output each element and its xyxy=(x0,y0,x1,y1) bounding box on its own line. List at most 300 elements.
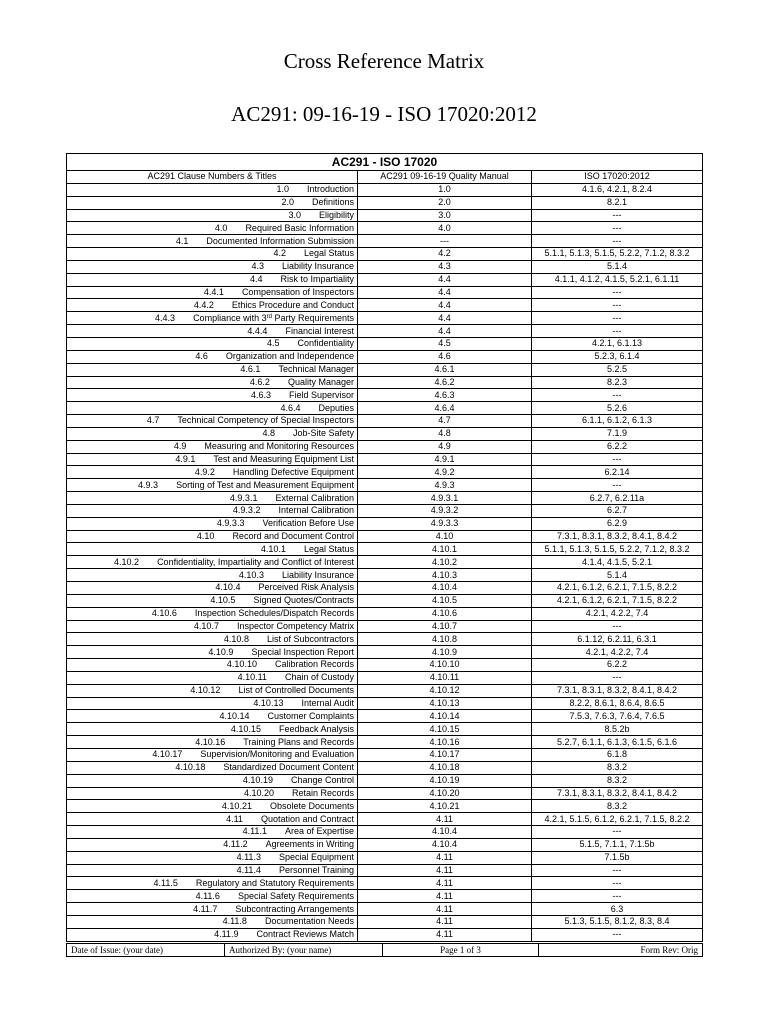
quality-manual-cell: 4.10 xyxy=(358,530,532,543)
iso-cell: 5.1.4 xyxy=(532,260,703,273)
quality-manual-cell: 4.7 xyxy=(358,415,532,428)
iso-cell: 6.2.2 xyxy=(532,659,703,672)
iso-cell: 8.5.2b xyxy=(532,723,703,736)
clause-number: 4.11.4 xyxy=(236,864,261,875)
clause-number: 4.9.3.3 xyxy=(216,518,245,529)
quality-manual-cell: 4.4 xyxy=(358,325,532,338)
clause-number: 4.10.12 xyxy=(190,685,221,696)
table-row xyxy=(67,504,703,517)
clause-number: 4.4.4 xyxy=(247,325,268,336)
clause-cell xyxy=(67,787,358,800)
clause-title: Subcontracting Arrangements xyxy=(235,903,354,914)
iso-cell: 5.1.3, 5.1.5, 8.1.2, 8.3, 8.4 xyxy=(532,915,703,928)
footer-table xyxy=(66,943,703,957)
table-row xyxy=(67,723,703,736)
table-row xyxy=(67,286,703,299)
iso-cell: 4.2.1, 5.1.5, 6.1.2, 6.2.1, 7.1.5, 8.2.2 xyxy=(532,813,703,826)
clause-title: Retain Records xyxy=(291,787,354,798)
quality-manual-cell: 4.9.3.2 xyxy=(358,504,532,517)
quality-manual-cell: 4.9 xyxy=(358,440,532,453)
clause-cell xyxy=(67,851,358,864)
clause-title: Financial Interest xyxy=(285,325,354,336)
clause-number: 4.9 xyxy=(173,441,187,452)
quality-manual-cell: 4.9.3.1 xyxy=(358,492,532,505)
date-of-issue: Date of Issue: (your date) xyxy=(67,944,225,957)
document-title: Cross Reference Matrix xyxy=(283,49,485,73)
quality-manual-cell: 4.4 xyxy=(358,286,532,299)
clause-number: 4.10.21 xyxy=(221,800,252,811)
clause-cell xyxy=(67,389,358,402)
clause-cell xyxy=(67,748,358,761)
quality-manual-cell: 4.10.16 xyxy=(358,736,532,749)
clause-cell xyxy=(67,466,358,479)
iso-cell: 4.2.1, 6.1.2, 6.2.1, 7.1.5, 8.2.2 xyxy=(532,594,703,607)
quality-manual-cell: 4.3 xyxy=(358,260,532,273)
iso-cell: --- xyxy=(532,877,703,890)
clause-number: 4.11.7 xyxy=(193,903,218,914)
header-clause: AC291 Clause Numbers & Titles xyxy=(67,171,358,184)
clause-number: 4.6 xyxy=(195,351,208,362)
clause-cell xyxy=(67,646,358,659)
clause-title: Risk to Impartiality xyxy=(280,274,354,285)
clause-title: Definitions xyxy=(311,197,354,208)
clause-cell xyxy=(67,890,358,903)
clause-title: Legal Status xyxy=(303,248,354,259)
iso-cell: 6.1.1, 6.1.2, 6.1.3 xyxy=(532,415,703,428)
clause-title: Personnel Training xyxy=(278,864,354,875)
clause-title: Eligibility xyxy=(318,209,354,220)
clause-title: Compensation of Inspectors xyxy=(241,287,354,298)
clause-cell xyxy=(67,209,358,222)
table-row xyxy=(67,222,703,235)
clause-number: 4.10.13 xyxy=(253,698,284,709)
clause-number: 4.11.5 xyxy=(153,877,178,888)
table-row xyxy=(67,312,703,325)
quality-manual-cell: 4.10.4 xyxy=(358,582,532,595)
clause-title: Test and Measuring Equipment List xyxy=(213,453,354,464)
quality-manual-cell: 4.10.18 xyxy=(358,761,532,774)
clause-cell xyxy=(67,607,358,620)
clause-cell xyxy=(67,800,358,813)
clause-number: 4.5 xyxy=(266,338,280,349)
table-row xyxy=(67,273,703,286)
clause-cell xyxy=(67,543,358,556)
iso-cell: --- xyxy=(532,479,703,492)
clause-cell xyxy=(67,248,358,261)
table-row xyxy=(67,402,703,415)
iso-cell: 5.1.4 xyxy=(532,569,703,582)
quality-manual-cell: 4.5 xyxy=(358,337,532,350)
iso-cell: 5.1.1, 5.1.3, 5.1.5, 5.2.2, 7.1.2, 8.3.2 xyxy=(532,543,703,556)
clause-title: List of Controlled Documents xyxy=(238,685,354,696)
clause-number: 4.6.4 xyxy=(280,402,301,413)
table-row xyxy=(67,838,703,851)
iso-cell: 4.1.4, 4.1.5, 5.2.1 xyxy=(532,556,703,569)
footer-row xyxy=(67,944,703,957)
table-row xyxy=(67,697,703,710)
clause-number: 1.0 xyxy=(276,184,289,195)
quality-manual-cell: 4.10.11 xyxy=(358,671,532,684)
table-row xyxy=(67,826,703,839)
iso-cell: 7.1.9 xyxy=(532,427,703,440)
clause-title: Supervision/Monitoring and Evaluation xyxy=(200,749,354,760)
clause-number: 4.0 xyxy=(214,222,228,233)
clause-number: 4.6.1 xyxy=(240,364,261,375)
table-row xyxy=(67,877,703,890)
clause-title: Signed Quotes/Contracts xyxy=(253,595,354,606)
clause-title: Documented Information Submission xyxy=(206,235,354,246)
quality-manual-cell: 4.4 xyxy=(358,312,532,325)
table-row xyxy=(67,659,703,672)
clause-cell xyxy=(67,402,358,415)
clause-title: Internal Calibration xyxy=(278,505,354,516)
clause-number: 4.10.5 xyxy=(210,595,236,606)
clause-cell xyxy=(67,312,358,325)
iso-cell: 8.2.3 xyxy=(532,376,703,389)
iso-cell: 6.2.7 xyxy=(532,504,703,517)
clause-title: Field Supervisor xyxy=(288,389,354,400)
iso-cell: --- xyxy=(532,299,703,312)
clause-title: Compliance with 3 xyxy=(193,312,267,323)
table-row xyxy=(67,607,703,620)
table-row xyxy=(67,800,703,813)
clause-title: External Calibration xyxy=(275,492,354,503)
iso-cell: 7.3.1, 8.3.1, 8.3.2, 8.4.1, 8.4.2 xyxy=(532,684,703,697)
iso-cell: --- xyxy=(532,286,703,299)
quality-manual-cell: 4.11 xyxy=(358,915,532,928)
clause-cell xyxy=(67,222,358,235)
clause-title: Area of Expertise xyxy=(284,826,354,837)
quality-manual-cell: 4.10.17 xyxy=(358,748,532,761)
clause-title: Confidentiality, Impartiality and Conflict of Interest xyxy=(157,556,354,567)
clause-cell xyxy=(67,915,358,928)
clause-number: 4.10.10 xyxy=(226,659,257,670)
quality-manual-cell: 4.4 xyxy=(358,273,532,286)
iso-cell: --- xyxy=(532,389,703,402)
clause-cell xyxy=(67,376,358,389)
table-row xyxy=(67,363,703,376)
iso-cell: 4.1.1, 4.1.2, 4.1.5, 5.2.1, 6.1.11 xyxy=(532,273,703,286)
iso-cell: --- xyxy=(532,826,703,839)
clause-cell xyxy=(67,517,358,530)
iso-cell: 6.2.7, 6.2.11a xyxy=(532,492,703,505)
clause-number: 4.10.14 xyxy=(219,710,250,721)
iso-cell: 7.3.1, 8.3.1, 8.3.2, 8.4.1, 8.4.2 xyxy=(532,787,703,800)
page-number: Page 1 of 3 xyxy=(383,944,539,957)
clause-number: 3.0 xyxy=(288,209,301,220)
clause-title: Verification Before Use xyxy=(262,518,354,529)
iso-cell: 7.5.3, 7.6.3, 7.6.4, 7.6.5 xyxy=(532,710,703,723)
header-iso: ISO 17020:2012 xyxy=(532,171,703,184)
clause-number: 4.4.3 xyxy=(155,312,176,323)
header-quality-manual: AC291 09-16-19 Quality Manual xyxy=(358,171,532,184)
table-row xyxy=(67,903,703,916)
quality-manual-cell: 4.10.13 xyxy=(358,697,532,710)
quality-manual-cell: 4.9.1 xyxy=(358,453,532,466)
clause-number: 4.10.17 xyxy=(152,749,183,760)
table-row xyxy=(67,928,703,941)
clause-title: Required Basic Information xyxy=(245,222,354,233)
table-row xyxy=(67,350,703,363)
quality-manual-cell: 4.10.4 xyxy=(358,826,532,839)
clause-number: 4.10.1 xyxy=(260,543,286,554)
clause-cell xyxy=(67,440,358,453)
quality-manual-cell: 1.0 xyxy=(358,183,532,196)
table-row xyxy=(67,530,703,543)
table-row xyxy=(67,813,703,826)
clause-number: 4.7 xyxy=(146,415,160,426)
clause-title: Job-Site Safety xyxy=(292,428,354,439)
table-row xyxy=(67,209,703,222)
clause-title: Liability Insurance xyxy=(281,261,354,272)
clause-number: 4.11.1 xyxy=(242,826,267,837)
iso-cell: 8.3.2 xyxy=(532,800,703,813)
clause-number: 4.11.2 xyxy=(223,839,248,850)
clause-cell xyxy=(67,723,358,736)
table-row xyxy=(67,671,703,684)
iso-cell: 5.1.5, 7.1.1, 7.1.5b xyxy=(532,838,703,851)
quality-manual-cell: 4.0 xyxy=(358,222,532,235)
quality-manual-cell: 4.10.15 xyxy=(358,723,532,736)
iso-cell: 6.3 xyxy=(532,903,703,916)
clause-number: 4.11.3 xyxy=(236,852,261,863)
form-rev: Form Rev: Orig xyxy=(539,944,703,957)
quality-manual-cell: 4.10.21 xyxy=(358,800,532,813)
authorized-by: Authorized By: (your name) xyxy=(225,944,383,957)
clause-title: Organization and Independence xyxy=(225,351,354,362)
iso-cell: 4.2.1, 4.2.2, 7.4 xyxy=(532,607,703,620)
clause-number: 4.11.8 xyxy=(222,916,247,927)
quality-manual-cell: 4.10.6 xyxy=(358,607,532,620)
clause-number: 4.4.2 xyxy=(193,299,214,310)
table-row xyxy=(67,633,703,646)
clause-number: 4.11.9 xyxy=(214,929,239,940)
clause-title: Training Plans and Records xyxy=(243,736,354,747)
clause-cell xyxy=(67,556,358,569)
table-row xyxy=(67,389,703,402)
clause-title: Technical Competency of Special Inspectors xyxy=(177,415,354,426)
clause-cell xyxy=(67,928,358,941)
clause-number: 4.10.4 xyxy=(215,582,241,593)
clause-title: Internal Audit xyxy=(301,698,354,709)
clause-cell xyxy=(67,582,358,595)
clause-title: Calibration Records xyxy=(274,659,354,670)
clause-title: Record and Document Control xyxy=(232,531,354,542)
clause-cell xyxy=(67,492,358,505)
iso-cell: 6.2.9 xyxy=(532,517,703,530)
clause-cell xyxy=(67,671,358,684)
clause-cell xyxy=(67,183,358,196)
quality-manual-cell: 4.6.1 xyxy=(358,363,532,376)
iso-cell: --- xyxy=(532,890,703,903)
clause-title: Measuring and Monitoring Resources xyxy=(204,441,354,452)
clause-title: Liability Insurance xyxy=(281,569,354,580)
clause-number: 4.10.6 xyxy=(151,608,177,619)
clause-cell xyxy=(67,286,358,299)
clause-cell xyxy=(67,761,358,774)
table-row xyxy=(67,761,703,774)
iso-cell: 8.2.1 xyxy=(532,196,703,209)
clause-number: 2.0 xyxy=(281,197,294,208)
clause-cell xyxy=(67,427,358,440)
clause-cell xyxy=(67,479,358,492)
iso-cell: 8.3.2 xyxy=(532,761,703,774)
quality-manual-cell: 4.10.2 xyxy=(358,556,532,569)
iso-cell: 7.1.5b xyxy=(532,851,703,864)
table-row xyxy=(67,492,703,505)
iso-cell: 4.2.1, 6.1.2, 6.2.1, 7.1.5, 8.2.2 xyxy=(532,582,703,595)
table-row xyxy=(67,325,703,338)
iso-cell: 8.3.2 xyxy=(532,774,703,787)
table-row xyxy=(67,582,703,595)
clause-cell xyxy=(67,569,358,582)
clause-title: Inspection Schedules/Dispatch Records xyxy=(194,608,354,619)
clause-title: Quality Manager xyxy=(287,376,354,387)
quality-manual-cell: 4.6.4 xyxy=(358,402,532,415)
quality-manual-cell: 3.0 xyxy=(358,209,532,222)
iso-cell: --- xyxy=(532,325,703,338)
table-row xyxy=(67,620,703,633)
table-row xyxy=(67,466,703,479)
quality-manual-cell: 4.9.2 xyxy=(358,466,532,479)
table-row xyxy=(67,594,703,607)
iso-cell: 7.3.1, 8.3.1, 8.3.2, 8.4.1, 8.4.2 xyxy=(532,530,703,543)
table-row xyxy=(67,915,703,928)
quality-manual-cell: 4.11 xyxy=(358,928,532,941)
quality-manual-cell: 4.11 xyxy=(358,851,532,864)
table-row xyxy=(67,748,703,761)
table-row xyxy=(67,415,703,428)
iso-cell: 4.2.1, 4.2.2, 7.4 xyxy=(532,646,703,659)
quality-manual-cell: 4.10.5 xyxy=(358,594,532,607)
clause-cell xyxy=(67,196,358,209)
clause-title: Documentation Needs xyxy=(264,916,354,927)
clause-cell xyxy=(67,620,358,633)
table-row xyxy=(67,440,703,453)
clause-number: 4.9.3.1 xyxy=(229,492,258,503)
clause-cell xyxy=(67,736,358,749)
table-row xyxy=(67,248,703,261)
clause-number: 4.4 xyxy=(249,274,263,285)
clause-cell xyxy=(67,864,358,877)
clause-cell xyxy=(67,633,358,646)
table-row xyxy=(67,427,703,440)
clause-cell xyxy=(67,877,358,890)
quality-manual-cell: 4.11 xyxy=(358,813,532,826)
clause-title: Introduction xyxy=(306,184,354,195)
clause-number: 4.9.1 xyxy=(175,453,196,464)
iso-cell: 4.1.6, 4.2.1, 8.2.4 xyxy=(532,183,703,196)
clause-title: Perceived Risk Analysis xyxy=(258,582,354,593)
table-row xyxy=(67,710,703,723)
table-title: AC291 - ISO 17020 xyxy=(67,154,703,171)
clause-cell xyxy=(67,903,358,916)
clause-cell xyxy=(67,325,358,338)
quality-manual-cell: 4.6.2 xyxy=(358,376,532,389)
table-row xyxy=(67,376,703,389)
clause-cell xyxy=(67,710,358,723)
table-row xyxy=(67,864,703,877)
iso-cell: 8.2.2, 8.6.1, 8.6.4, 8.6.5 xyxy=(532,697,703,710)
quality-manual-cell: --- xyxy=(358,235,532,248)
iso-cell: --- xyxy=(532,864,703,877)
clause-number: 4.10.2 xyxy=(114,556,140,567)
clause-cell xyxy=(67,273,358,286)
iso-cell: --- xyxy=(532,235,703,248)
quality-manual-cell: 4.11 xyxy=(358,877,532,890)
table-row xyxy=(67,543,703,556)
clause-number: 4.10.3 xyxy=(238,569,264,580)
quality-manual-cell: 4.10.10 xyxy=(358,659,532,672)
clause-title: Sorting of Test and Measurement Equipment xyxy=(176,479,354,490)
iso-cell: --- xyxy=(532,928,703,941)
clause-cell xyxy=(67,337,358,350)
clause-title: Handling Defective Equipment xyxy=(232,466,354,477)
clause-number: 4.10.16 xyxy=(195,736,226,747)
clause-title: Quotation and Contract xyxy=(260,813,354,824)
quality-manual-cell: 4.10.14 xyxy=(358,710,532,723)
clause-title: Legal Status xyxy=(303,543,354,554)
clause-number: 4.3 xyxy=(251,261,264,272)
document-subtitle: AC291: 09-16-19 - ISO 17020:2012 xyxy=(231,102,537,126)
quality-manual-cell: 4.10.1 xyxy=(358,543,532,556)
quality-manual-cell: 4.10.4 xyxy=(358,838,532,851)
table-row xyxy=(67,235,703,248)
iso-cell: 4.2.1, 6.1.13 xyxy=(532,337,703,350)
iso-cell: 5.2.3, 6.1.4 xyxy=(532,350,703,363)
quality-manual-cell: 4.6 xyxy=(358,350,532,363)
clause-title: Chain of Custody xyxy=(284,672,354,683)
iso-cell: --- xyxy=(532,453,703,466)
quality-manual-cell: 4.8 xyxy=(358,427,532,440)
clause-title: Change Control xyxy=(290,775,354,786)
clause-title: Customer Complaints xyxy=(267,710,354,721)
table-row xyxy=(67,299,703,312)
table-row xyxy=(67,183,703,196)
quality-manual-cell: 4.10.19 xyxy=(358,774,532,787)
clause-cell xyxy=(67,594,358,607)
clause-cell xyxy=(67,415,358,428)
quality-manual-cell: 4.9.3 xyxy=(358,479,532,492)
clause-number: 4.2 xyxy=(273,248,286,259)
clause-cell xyxy=(67,838,358,851)
clause-cell xyxy=(67,774,358,787)
quality-manual-cell: 4.10.3 xyxy=(358,569,532,582)
clause-cell xyxy=(67,697,358,710)
clause-title: Special Safety Requirements xyxy=(237,890,354,901)
clause-cell xyxy=(67,813,358,826)
clause-number: 4.9.3 xyxy=(138,479,159,490)
quality-manual-cell: 4.2 xyxy=(358,248,532,261)
quality-manual-cell: 4.10.12 xyxy=(358,684,532,697)
table-row xyxy=(67,453,703,466)
quality-manual-cell: 4.11 xyxy=(358,890,532,903)
quality-manual-cell: 4.10.9 xyxy=(358,646,532,659)
table-row xyxy=(67,787,703,800)
iso-cell: 6.2.2 xyxy=(532,440,703,453)
clause-title: List of Subcontractors xyxy=(266,633,354,644)
clause-number: 4.6.3 xyxy=(250,389,271,400)
clause-number: 4.10.9 xyxy=(208,646,234,657)
table-row xyxy=(67,337,703,350)
clause-number: 4.6.2 xyxy=(249,376,270,387)
clause-cell xyxy=(67,530,358,543)
clause-cell xyxy=(67,453,358,466)
quality-manual-cell: 4.9.3.3 xyxy=(358,517,532,530)
quality-manual-cell: 2.0 xyxy=(358,196,532,209)
clause-title-superscript: rd xyxy=(266,313,272,320)
clause-number: 4.10 xyxy=(196,531,215,542)
